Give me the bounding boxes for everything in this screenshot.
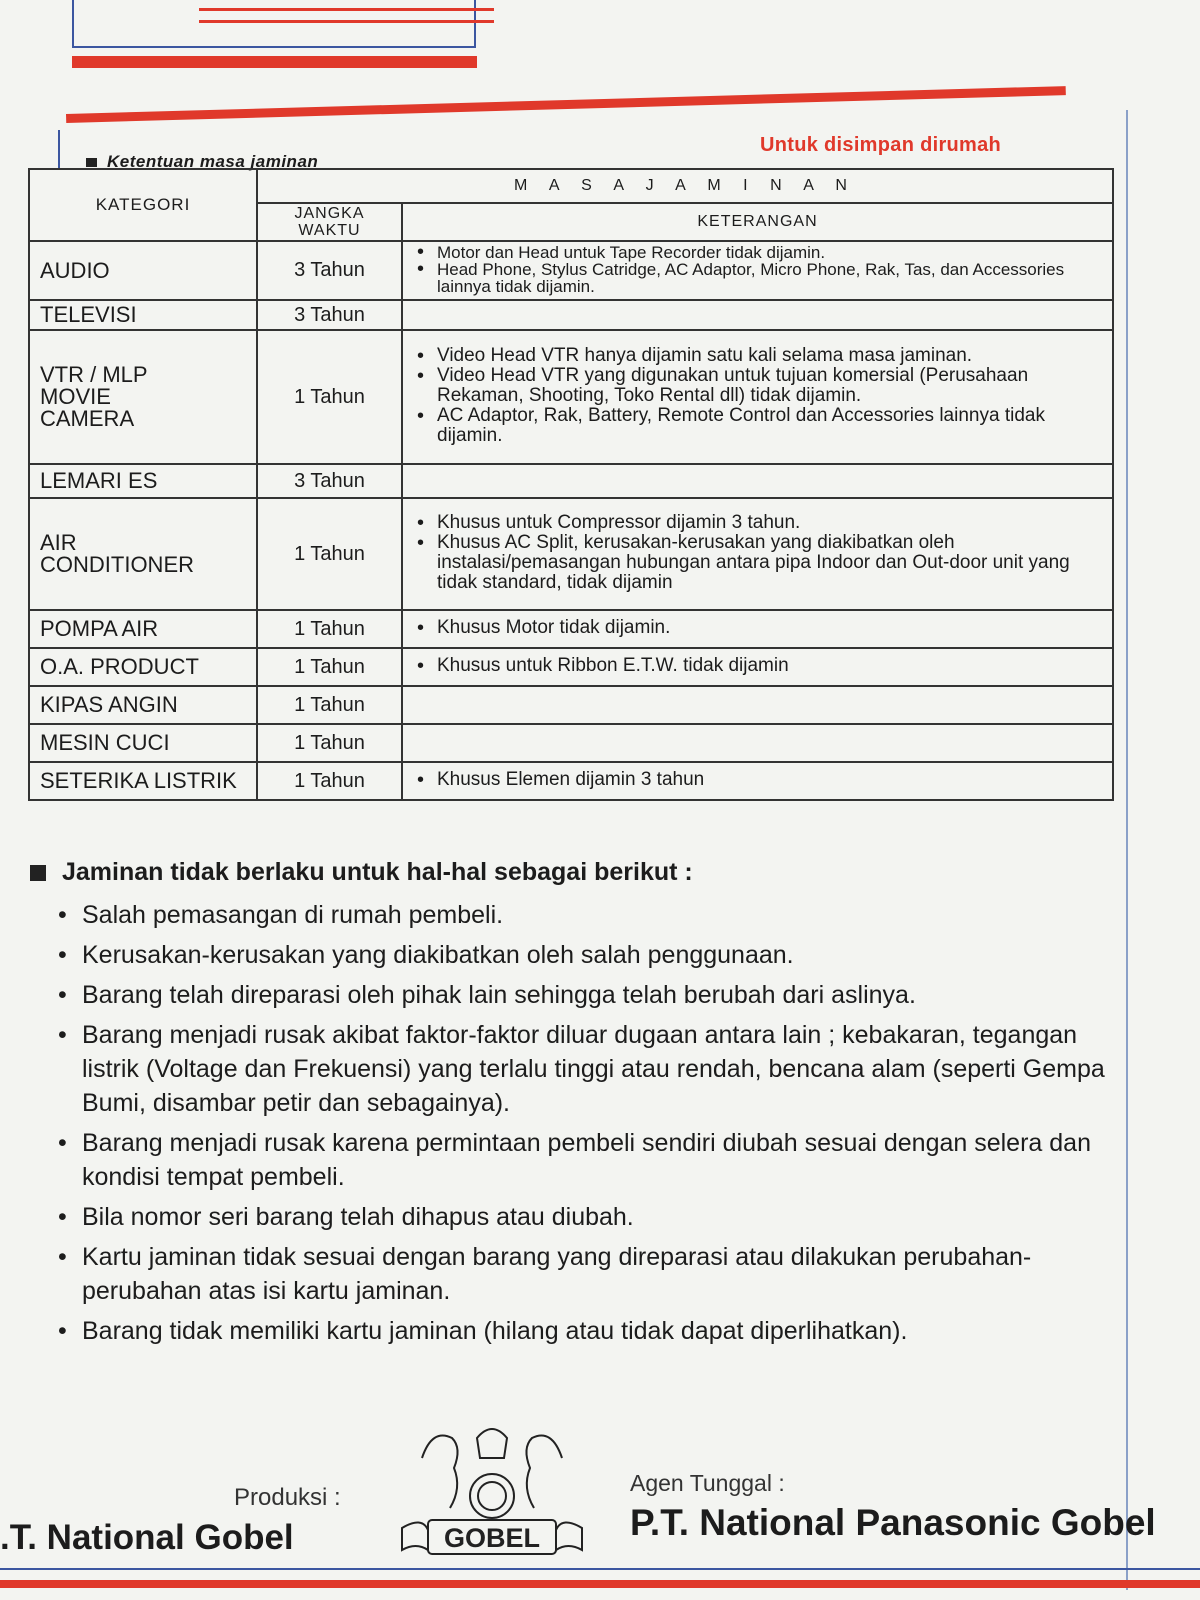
list-item: • Barang menjadi rusak akibat faktor-faktor diluar dugaan antara lain ; kebakaran, tegangan listrik (Voltage dan Frekuensi) yang terlalu tinggi atau rendah, bencana alam (seperti Gempa Bumi, disambar petir dan sebagainya). bbox=[50, 1018, 1110, 1120]
category-cell bbox=[29, 330, 257, 464]
table-row bbox=[29, 241, 1113, 300]
notes-cell bbox=[402, 724, 1113, 762]
decor-line bbox=[58, 130, 60, 170]
exclusions-title-text: Jaminan tidak berlaku untuk hal-hal sebagai berikut : bbox=[62, 858, 693, 886]
note-item: • Motor dan Head untuk Tape Recorder tidak dijamin. bbox=[415, 244, 1104, 261]
note-item: • Khusus untuk Compressor dijamin 3 tahun. bbox=[415, 513, 1104, 533]
square-bullet-icon bbox=[86, 158, 97, 167]
duration-cell: 1 Tahun bbox=[257, 498, 402, 610]
list-item: • Bila nomor seri barang telah dihapus atau diubah. bbox=[50, 1200, 1110, 1234]
agen-name: P.T. National Panasonic Gobel bbox=[630, 1502, 1156, 1543]
notes-cell bbox=[402, 762, 1113, 800]
column-header-category: KATEGORI bbox=[29, 169, 257, 241]
save-note: Untuk disimpan dirumah bbox=[760, 134, 1002, 156]
duration-cell: 1 Tahun bbox=[257, 648, 402, 686]
list-item: • Barang menjadi rusak karena permintaan pembeli sendiri diubah sesuai dengan selera dan kondisi tempat pembeli. bbox=[50, 1126, 1110, 1194]
decor-bar bbox=[66, 86, 1066, 123]
notes-cell bbox=[402, 300, 1113, 330]
decor-line bbox=[1126, 110, 1128, 1590]
duration-cell: 1 Tahun bbox=[257, 330, 402, 464]
duration-cell: 3 Tahun bbox=[257, 300, 402, 330]
category-line: MOVIE bbox=[40, 384, 111, 409]
list-item: • Barang tidak memiliki kartu jaminan (hilang atau tidak dapat diperlihatkan). bbox=[50, 1314, 1110, 1348]
notes-cell bbox=[402, 498, 1113, 610]
notes-cell bbox=[402, 648, 1113, 686]
list-item: • Barang telah direparasi oleh pihak lain sehingga telah berubah dari aslinya. bbox=[50, 978, 1110, 1012]
category-line: CAMERA bbox=[40, 406, 135, 431]
note-item: • Khusus untuk Ribbon E.T.W. tidak dijamin bbox=[415, 656, 1104, 676]
duration-header-line: WAKTU bbox=[298, 222, 361, 239]
note-item: • Khusus Elemen dijamin 3 tahun bbox=[415, 770, 1104, 790]
category-cell: MESIN CUCI bbox=[29, 724, 257, 762]
table-row bbox=[29, 762, 1113, 800]
category-line: CONDITIONER bbox=[40, 552, 194, 577]
note-item: • Head Phone, Stylus Catridge, AC Adaptor, Micro Phone, Rak, Tas, dan Accessories lainnya tidak dijamin. bbox=[415, 261, 1104, 295]
category-line: VTR / MLP bbox=[40, 362, 148, 387]
category-cell: AUDIO bbox=[29, 241, 257, 300]
duration-cell: 1 Tahun bbox=[257, 610, 402, 648]
decor-line bbox=[0, 1568, 1200, 1570]
exclusions-list bbox=[50, 898, 1110, 1354]
notes-cell bbox=[402, 610, 1113, 648]
note-item: • Video Head VTR hanya dijamin satu kali selama masa jaminan. bbox=[415, 346, 1104, 366]
list-item: • Salah pemasangan di rumah pembeli. bbox=[50, 898, 1110, 932]
table-row bbox=[29, 686, 1113, 724]
table-row bbox=[29, 498, 1113, 610]
category-cell: SETERIKA LISTRIK bbox=[29, 762, 257, 800]
category-cell: POMPA AIR bbox=[29, 610, 257, 648]
square-bullet-icon bbox=[30, 865, 46, 881]
list-item: • Kartu jaminan tidak sesuai dengan barang yang direparasi atau dilakukan perubahan-perubahan atas isi kartu jaminan. bbox=[50, 1240, 1110, 1308]
gobel-logo-icon bbox=[392, 1418, 592, 1558]
note-item: • AC Adaptor, Rak, Battery, Remote Control dan Accessories lainnya tidak dijamin. bbox=[415, 406, 1104, 446]
category-cell: KIPAS ANGIN bbox=[29, 686, 257, 724]
list-item: • Kerusakan-kerusakan yang diakibatkan oleh salah penggunaan. bbox=[50, 938, 1110, 972]
decor-bar bbox=[72, 56, 477, 68]
table-row bbox=[29, 464, 1113, 498]
note-item: • Khusus Motor tidak dijamin. bbox=[415, 618, 1104, 638]
notes-cell bbox=[402, 686, 1113, 724]
warranty-table bbox=[28, 168, 1114, 801]
decor-line bbox=[199, 20, 494, 23]
category-line: AIR bbox=[40, 530, 77, 555]
notes-cell bbox=[402, 330, 1113, 464]
notes-cell bbox=[402, 241, 1113, 300]
column-header-duration bbox=[257, 203, 402, 241]
decor-bar bbox=[0, 1580, 1200, 1588]
table-row bbox=[29, 724, 1113, 762]
duration-cell: 3 Tahun bbox=[257, 241, 402, 300]
decor-line bbox=[199, 8, 494, 11]
category-cell bbox=[29, 498, 257, 610]
table-row bbox=[29, 648, 1113, 686]
duration-cell: 1 Tahun bbox=[257, 724, 402, 762]
column-header-group: M A S A J A M I N A N bbox=[257, 169, 1113, 203]
exclusions-title bbox=[30, 858, 693, 887]
note-item: • Khusus AC Split, kerusakan-kerusakan yang diakibatkan oleh instalasi/pemasangan hubungan antara pipa Indoor dan Out-door unit yang tidak standard, tidak dijamin bbox=[415, 533, 1104, 593]
logo-text: GOBEL bbox=[443, 1523, 541, 1553]
produksi-label: Produksi : bbox=[234, 1484, 341, 1511]
table-row bbox=[29, 610, 1113, 648]
table-header-row bbox=[29, 169, 1113, 203]
category-cell: LEMARI ES bbox=[29, 464, 257, 498]
note-item: • Video Head VTR yang digunakan untuk tujuan komersial (Perusahaan Rekaman, Shooting, Toko Rental dll) tidak dijamin. bbox=[415, 366, 1104, 406]
table-row bbox=[29, 300, 1113, 330]
duration-cell: 1 Tahun bbox=[257, 762, 402, 800]
agen-label: Agen Tunggal : bbox=[630, 1470, 785, 1496]
section-title-text: Ketentuan masa jaminan bbox=[107, 152, 319, 171]
table-row bbox=[29, 330, 1113, 464]
notes-cell bbox=[402, 464, 1113, 498]
produksi-name: .T. National Gobel bbox=[0, 1518, 294, 1557]
duration-cell: 3 Tahun bbox=[257, 464, 402, 498]
duration-header-line: JANGKA bbox=[294, 205, 365, 222]
column-header-notes: KETERANGAN bbox=[402, 203, 1113, 241]
category-cell: TELEVISI bbox=[29, 300, 257, 330]
top-form-box bbox=[72, 0, 476, 48]
category-cell: O.A. PRODUCT bbox=[29, 648, 257, 686]
duration-cell: 1 Tahun bbox=[257, 686, 402, 724]
